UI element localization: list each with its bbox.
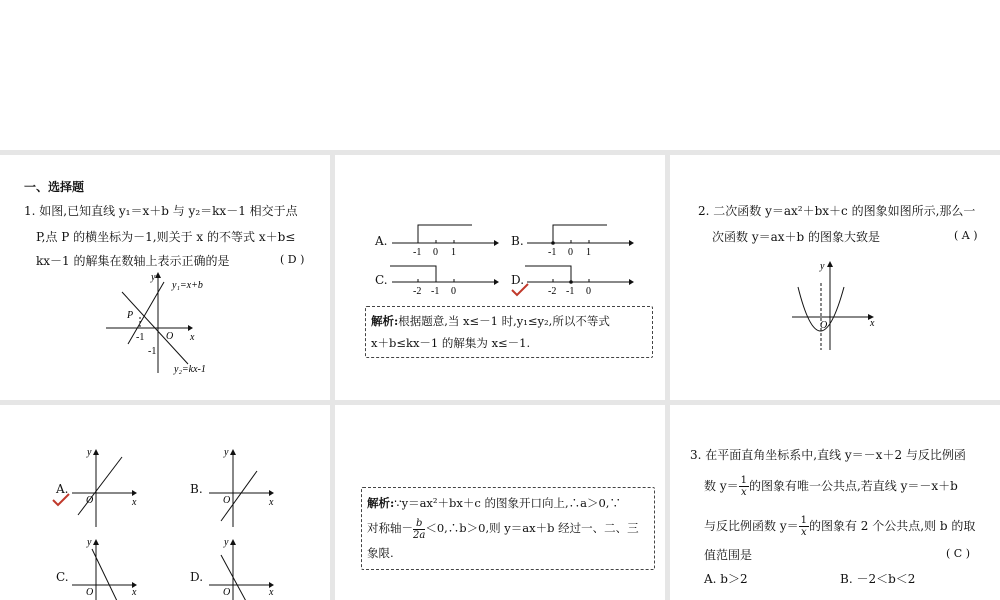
q1-option-a-letter[interactable]: A. <box>375 234 388 248</box>
svg-text:1: 1 <box>451 247 456 258</box>
svg-text:-1: -1 <box>566 286 575 297</box>
svg-text:0: 0 <box>451 286 456 297</box>
q2-solution-line-3: 象限. <box>367 546 394 560</box>
q2-option-b-letter[interactable]: B. <box>190 482 203 496</box>
svg-text:y: y <box>224 447 229 458</box>
q3-answer: ( C ) <box>946 547 970 560</box>
q1-label-x: x <box>190 332 195 343</box>
svg-text:x: x <box>132 587 137 598</box>
svg-text:O: O <box>86 495 94 506</box>
q1-line-3: kx－1 的解集在数轴上表示正确的是 <box>36 254 230 268</box>
svg-text:x: x <box>870 318 875 329</box>
svg-text:-1: -1 <box>413 247 422 258</box>
q2-answer: ( A ) <box>954 229 978 242</box>
q3-line-4: 值范围是 <box>704 548 753 562</box>
svg-text:x: x <box>269 587 274 598</box>
panel-question-2 <box>670 155 1000 400</box>
q1-line-1: 1. 如图,已知直线 y₁＝x＋b 与 y₂＝kx－1 相交于点 <box>24 204 298 218</box>
top-blank-band <box>0 0 1000 150</box>
q1-label-y2: y₂=kx-1 <box>174 364 206 375</box>
q2-option-a-letter[interactable]: A. <box>56 482 69 496</box>
q3-line-3: 与反比例函数 y＝ $\frac{1}{x}$ 的图象有 2 个公共点,则 b 的取 <box>704 515 976 538</box>
svg-text:-2: -2 <box>413 286 422 297</box>
q2-line-1: 2. 二次函数 y＝ax²＋bx＋c 的图象如图所示,那么一 <box>698 204 976 218</box>
q1-option-c-letter[interactable]: C. <box>375 273 388 287</box>
svg-text:0: 0 <box>433 247 438 258</box>
q1-option-d-letter[interactable]: D. <box>511 273 525 287</box>
q1-label-y1: y₁=x+b <box>172 280 203 291</box>
q1-y-arrow <box>155 272 161 278</box>
q1-label-neg1y: -1 <box>148 346 157 357</box>
q2-option-d-letter[interactable]: D. <box>190 570 204 584</box>
q3-option-a[interactable]: A. b＞2 <box>704 572 748 586</box>
panel-q2-options <box>0 405 330 600</box>
svg-text:O: O <box>223 495 231 506</box>
svg-text:O: O <box>86 587 94 598</box>
q1-x-arrow <box>188 325 193 331</box>
svg-text:O: O <box>820 320 828 331</box>
q2-solution-line-2: 对称轴－ $\frac{b}{2a}$ ＜0,∴b＞0,则 y＝ax＋b 经过一、二、三 <box>367 517 639 541</box>
panel-q1-options <box>335 155 665 400</box>
q1-solution-line-1: 解析:根据题意,当 x≤－1 时,y₁≤y₂,所以不等式 <box>371 314 610 328</box>
q1-line-y2 <box>128 282 164 344</box>
panel-q2-solution <box>335 405 665 600</box>
q1-option-a-numberline[interactable] <box>390 221 500 261</box>
svg-text:0: 0 <box>586 286 591 297</box>
q3-line-2: 数 y＝ $\frac{1}{x}$ 的图象有唯一公共点,若直线 y＝－x＋b <box>704 475 958 498</box>
q1-line-2: P,点 P 的横坐标为－1,则关于 x 的不等式 x＋b≤ <box>36 230 296 244</box>
section-title: 一、选择题 <box>24 180 85 194</box>
q1-label-y: y <box>151 272 156 283</box>
q2-solution-label: 解析: <box>367 496 395 510</box>
panel-question-1 <box>0 155 330 400</box>
q1-option-b-numberline[interactable] <box>525 221 635 261</box>
svg-text:x: x <box>132 497 137 508</box>
q2-option-a-graph[interactable] <box>68 443 148 533</box>
q2-parabola-graph <box>790 255 890 355</box>
svg-text:0: 0 <box>568 247 573 258</box>
q1-solution-line-2: x＋b≤kx－1 的解集为 x≤－1. <box>371 336 531 350</box>
q2-option-b-graph[interactable] <box>205 443 285 533</box>
svg-text:y: y <box>224 537 229 548</box>
svg-text:-1: -1 <box>431 286 440 297</box>
svg-text:-2: -2 <box>548 286 557 297</box>
q2-line-2: 次函数 y＝ax＋b 的图象大致是 <box>712 230 881 244</box>
q1-label-neg1x: -1 <box>136 332 145 343</box>
q2-option-c-letter[interactable]: C. <box>56 570 69 584</box>
svg-text:y: y <box>820 261 825 272</box>
q2-option-c-graph[interactable] <box>68 533 148 600</box>
q1-graph <box>100 270 300 375</box>
svg-text:1: 1 <box>586 247 591 258</box>
svg-text:y: y <box>87 447 92 458</box>
q1-option-c-numberline[interactable] <box>390 260 500 300</box>
q3-line-1: 3. 在平面直角坐标系中,直线 y＝－x＋2 与反比例函 <box>690 448 966 462</box>
q1-solution-box <box>365 306 653 358</box>
svg-text:y: y <box>87 537 92 548</box>
svg-text:O: O <box>223 587 231 598</box>
q1-solution-label: 解析: <box>371 314 399 328</box>
q2-solution-line-1: 解析:∵y＝ax²＋bx＋c 的图象开口向上,∴a＞0,∵ <box>367 496 621 510</box>
q1-answer: ( D ) <box>280 253 305 266</box>
q1-label-p: P <box>127 310 134 321</box>
q1-label-o: O <box>166 331 174 342</box>
q2-solution-box <box>361 487 655 570</box>
q1-option-b-letter[interactable]: B. <box>511 234 524 248</box>
svg-text:x: x <box>269 497 274 508</box>
q2-option-d-graph[interactable] <box>205 533 285 600</box>
q1-option-d-numberline[interactable] <box>525 260 635 300</box>
panel-question-3 <box>670 405 1000 600</box>
q3-option-b[interactable]: B. －2＜b＜2 <box>840 572 916 586</box>
svg-text:-1: -1 <box>548 247 557 258</box>
